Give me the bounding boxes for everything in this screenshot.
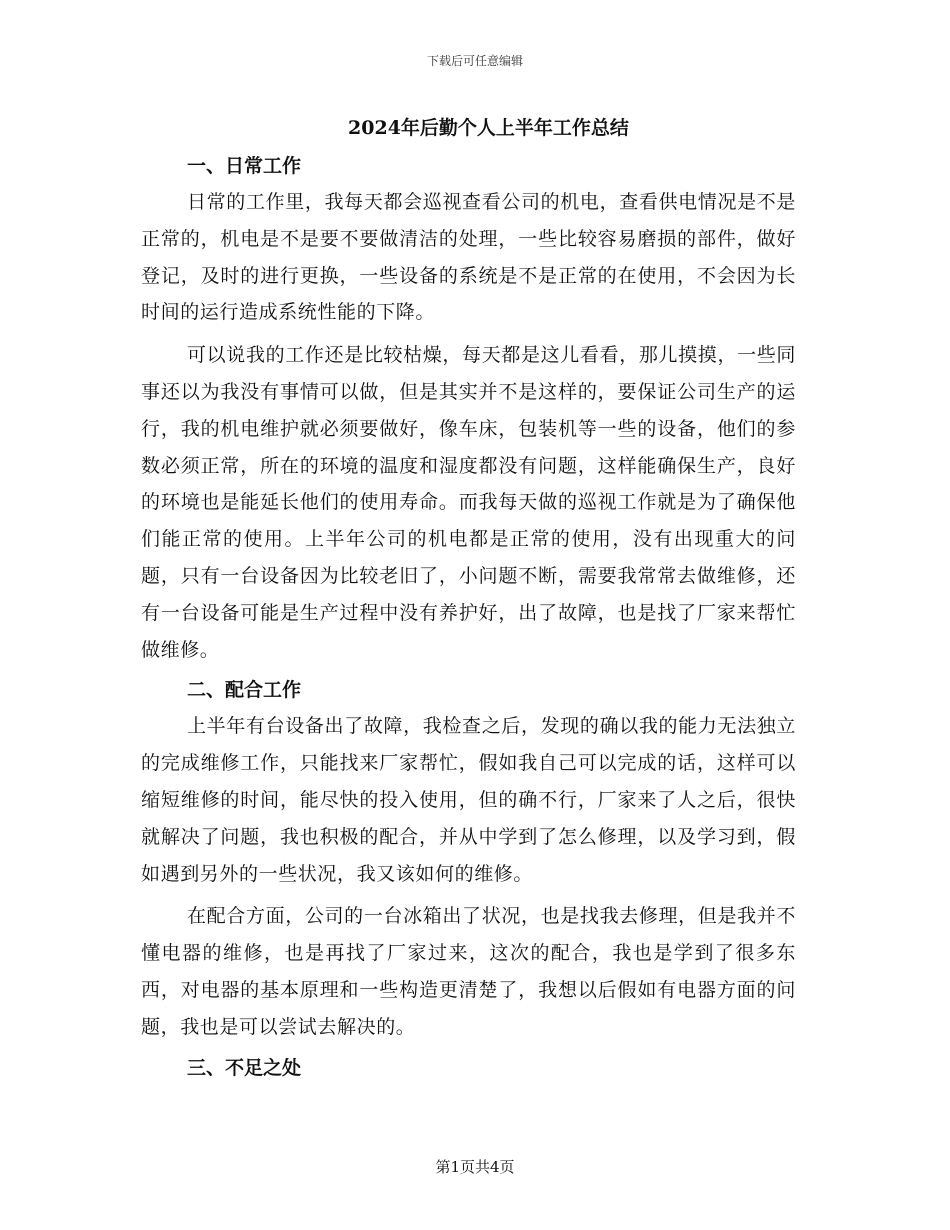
paragraph-daily-work-1: 日常的工作里，我每天都会巡视查看公司的机电，查看供电情况是不是正常的，机电是不是要不要做清洁的处理，一些比较容易磨损的部件，做好登记，及时的进行更换，一些设备的系统是不是正常的在使用，不会因为长时间的运行造成系统性能的下降。	[141, 191, 796, 324]
paragraph-cooperation-2: 在配合方面，公司的一台冰箱出了状况，也是找我去修理，但是我并不懂电器的维修，也是再找了厂家过来，这次的配合，我也是学到了很多东西，对电器的基本原理和一些构造更清楚了，我想以后假如有电器方面的问题，我也是可以尝试去解决的。	[141, 905, 796, 1038]
section-heading-daily-work: 一、日常工作	[187, 155, 302, 177]
section-heading-shortcomings: 三、不足之处	[187, 1056, 302, 1079]
header-note: 下载后可任意编辑	[426, 54, 523, 68]
paragraph-cooperation-1: 上半年有台设备出了故障，我检查之后，发现的确以我的能力无法独立的完成维修工作，只能找来厂家帮忙，假如我自己可以完成的话，这样可以缩短维修的时间，能尽快的投入使用，但的确不行，厂家来了人之后，很快就解决了问题，我也积极的配合，并从中学到了怎么修理，以及学习到，假如遇到另外的一些状况，我又该如何的维修。	[141, 715, 796, 885]
section-heading-cooperation: 二、配合工作	[187, 679, 302, 702]
document-title: 2024年后勤个人上半年工作总结	[348, 117, 629, 139]
paragraph-daily-work-2: 可以说我的工作还是比较枯燥，每天都是这儿看看，那儿摸摸，一些同事还以为我没有事情可以做，但是其实并不是这样的，要保证公司生产的运行，我的机电维护就必须要做好，像车床，包装机等一些的设备，他们的参数必须正常，所在的环境的温度和湿度都没有问题，这样能确保生产，良好的环境也是能延长他们的使用寿命。而我每天做的巡视工作就是为了确保他们能正常的使用。上半年公司的机电都是正常的使用，没有出现重大的问题，只有一台设备因为比较老旧了，小问题不断，需要我常常去做维修，还有一台设备可能是生产过程中没有养护好，出了故障，也是找了厂家来帮忙做维修。	[141, 344, 796, 661]
page-indicator: 第1页共4页	[435, 1158, 515, 1176]
document-body	[141, 110, 796, 1086]
